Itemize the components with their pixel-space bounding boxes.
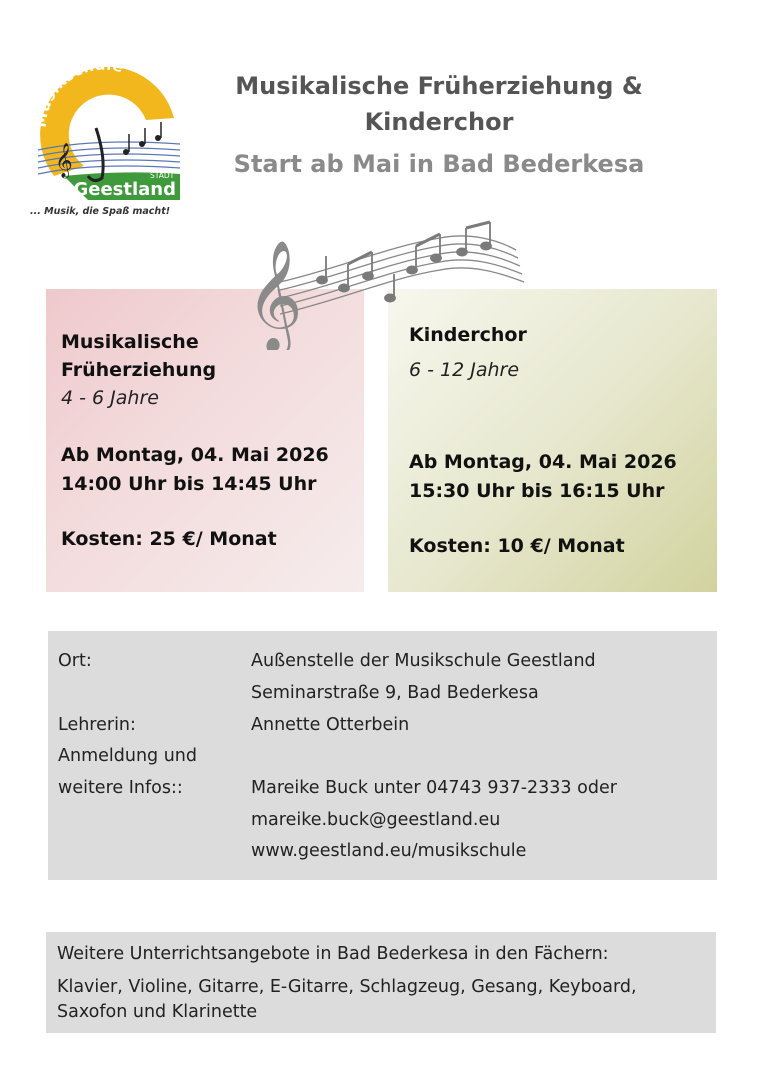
svg-text:Musikschule: Musikschule	[31, 58, 126, 129]
headline-line-1b: Kinderchor	[364, 108, 514, 136]
course-age: 6 - 12 Jahre	[409, 359, 520, 381]
svg-text:STADT: STADT	[150, 171, 175, 180]
svg-text:Geestland: Geestland	[73, 179, 176, 200]
svg-text:𝄞: 𝄞	[246, 239, 303, 350]
contact-website: www.geestland.eu/musikschule	[251, 841, 527, 861]
contact-phone: Mareike Buck unter 04743 937-2333 oder	[251, 778, 617, 798]
location-line-2: Seminarstraße 9, Bad Bederkesa	[251, 683, 539, 703]
course-time: 14:00 Uhr bis 14:45 Uhr	[61, 473, 317, 495]
registration-label-2: weitere Infos::	[58, 778, 183, 798]
musikschule-logo	[24, 58, 184, 218]
further-offers-intro: Weitere Unterrichtsangebote in Bad Bederkesa in den Fächern:	[57, 944, 609, 964]
music-notes-decoration	[240, 210, 530, 350]
contact-email: mareike.buck@geestland.eu	[251, 810, 501, 830]
headline-title	[200, 68, 678, 140]
logo-tagline: ... Musik, die Spaß macht!	[30, 206, 171, 217]
further-offers-instruments-2: Saxofon und Klarinette	[57, 1002, 258, 1022]
course-time: 15:30 Uhr bis 16:15 Uhr	[409, 480, 665, 502]
further-offers-instruments-1: Klavier, Violine, Gitarre, E-Gitarre, Schlagzeug, Gesang, Keyboard,	[57, 977, 637, 997]
headline-subtitle: Start ab Mai in Bad Bederkesa	[233, 150, 645, 178]
headline-line-1: Musikalische Früherziehung &	[235, 72, 643, 100]
course-title: Kinderchor	[409, 324, 527, 346]
teacher-name: Annette Otterbein	[251, 715, 410, 735]
svg-text:𝄞: 𝄞	[55, 143, 73, 178]
course-date: Ab Montag, 04. Mai 2026	[61, 444, 329, 466]
further-offers-box	[46, 932, 716, 1033]
course-cost: Kosten: 10 €/ Monat	[409, 535, 625, 557]
info-box	[48, 631, 717, 880]
location-label: Ort:	[58, 651, 92, 671]
location-line-1: Außenstelle der Musikschule Geestland	[251, 651, 596, 671]
course-age: 4 - 6 Jahre	[61, 387, 159, 409]
registration-label-1: Anmeldung und	[58, 746, 197, 766]
course-title: Musikalische Früherziehung	[61, 331, 217, 381]
course-date: Ab Montag, 04. Mai 2026	[409, 451, 677, 473]
teacher-label: Lehrerin:	[58, 715, 136, 735]
course-cost: Kosten: 25 €/ Monat	[61, 528, 277, 550]
